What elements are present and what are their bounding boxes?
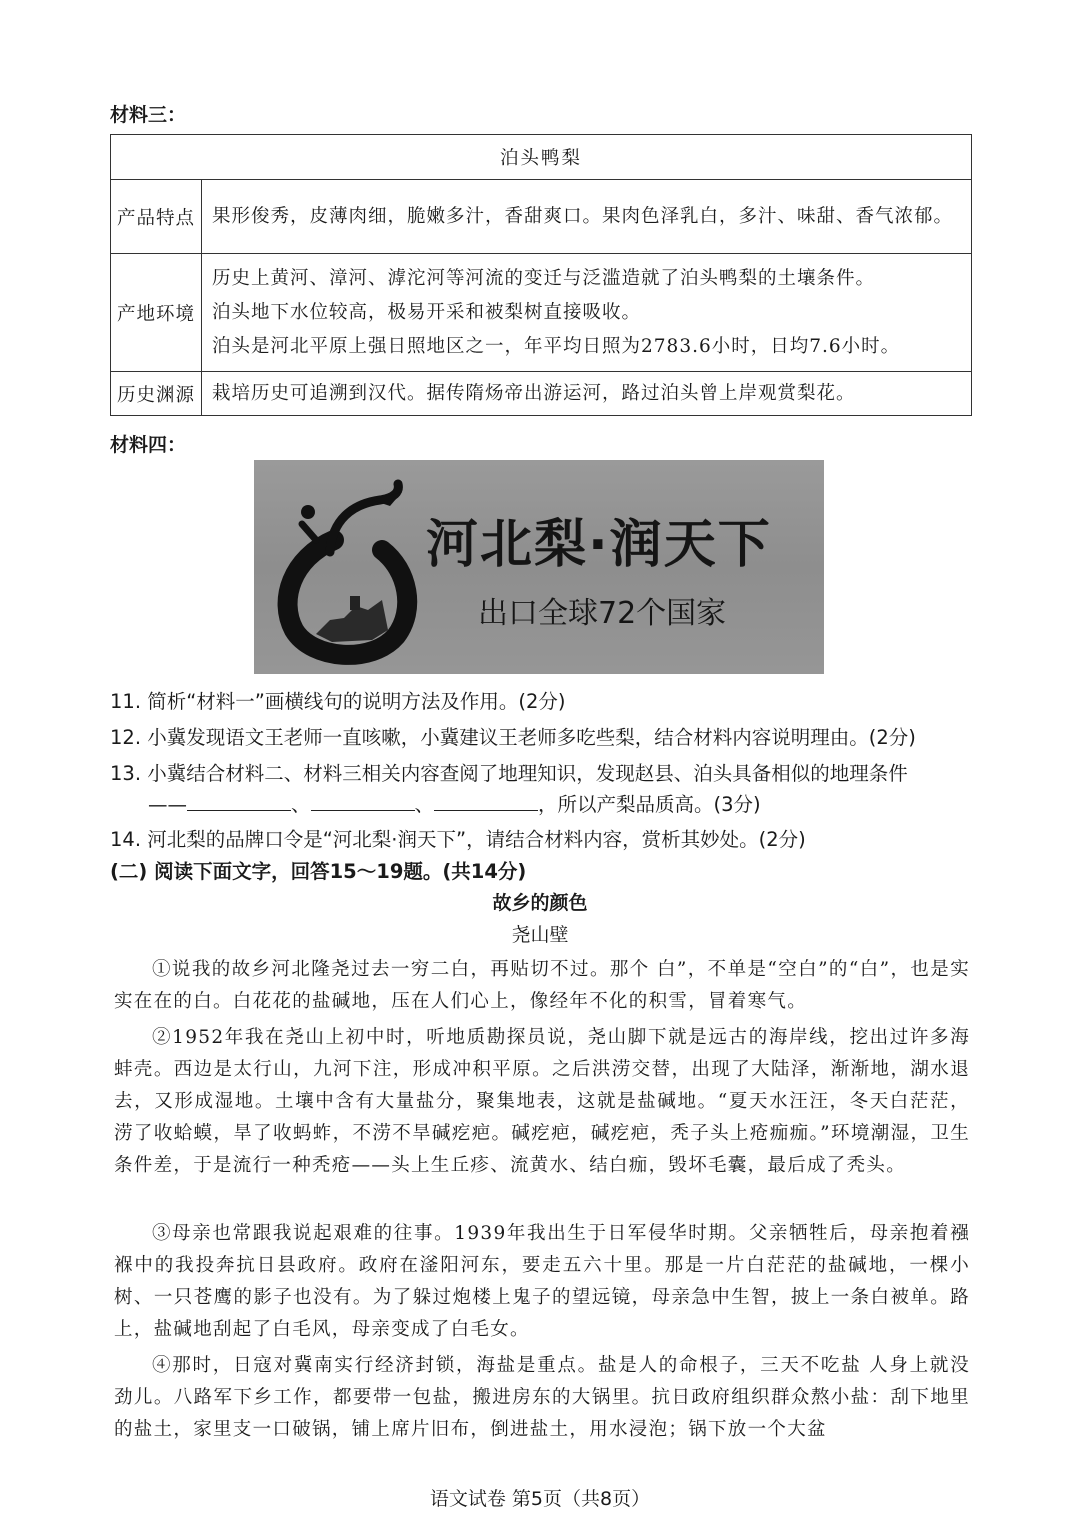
question-12: 12. 小冀发现语文王老师一直咳嗽，小冀建议王老师多吃些梨，结合材料内容说明理由。(2分) <box>110 726 916 749</box>
brand-slogan: 河北梨·润天下 <box>426 515 772 575</box>
row-line: 泊头地下水位较高，极易开采和被梨树直接吸收。 <box>212 301 642 323</box>
q13-end: ，所以产梨品质高。(3分) <box>538 793 761 816</box>
row-line: 历史上黄河、漳河、滹沱河等河流的变迁与泛滥造就了泊头鸭梨的土壤条件。 <box>212 267 876 289</box>
row-line: 果形俊秀，皮薄肉细，脆嫩多汁，香甜爽口。果肉色泽乳白，多汁、味甜、香气浓郁。 <box>212 205 954 227</box>
row-value-environment <box>202 254 972 372</box>
answer-blank-3[interactable] <box>434 792 538 811</box>
question-13-blanks <box>148 789 761 817</box>
q13-sep: 、 <box>414 793 435 816</box>
article-title: 故乡的颜色 <box>492 892 588 914</box>
q13-sep: 、 <box>291 793 311 816</box>
row-value-features <box>202 180 972 254</box>
material4-label: 材料四： <box>110 434 187 456</box>
section-heading: (二) 阅读下面文字，回答15～19题。(共14分) <box>110 860 527 883</box>
table-row <box>111 254 972 372</box>
question-14: 14. 河北梨的品牌口令是“河北梨·润天下”，请结合材料内容，赏析其妙处。(2分) <box>110 828 806 851</box>
question-13: 13. 小冀结合材料二、材料三相关内容查阅了地理知识，发现赵县、泊头具备相似的地理条件 <box>110 762 908 785</box>
row-key-environment: 产地环境 <box>111 254 202 372</box>
paragraph-3: ③母亲也常跟我说起艰难的往事。1939年我出生于日军侵华时期。父亲牺牲后，母亲抱着襁褓中的我投奔抗日县政府。政府在滏阳河东，要走五六十里。那是一片白茫茫的盐碱地，一棵小树、一只苍鹰的影子也没有。为了躲过炮楼上鬼子的望远镜，母亲急中生智，披上一条白被单。路上，盐碱地刮起了白毛风，母亲变成了白毛女。 <box>114 1223 970 1340</box>
table-title: 泊头鸭梨 <box>111 135 972 180</box>
paragraph-4: ④那时，日寇对冀南实行经济封锁，海盐是重点。盐是人的命根子，三天不吃盐 人身上就没劲儿。八路军下乡工作，都要带一包盐，搬进房东的大锅里。抗日政府组织群众熬小盐：刮下地里的盐土，家里支一口破锅，铺上席片旧布，倒进盐土，用水浸泡；锅下放一个大盆 <box>114 1355 970 1440</box>
table-row <box>111 372 972 416</box>
paragraph-1: ①说我的故乡河北隆尧过去一穷二白，再贴切不过。那个 白”，不单是“空白”的“白”，也是实实在在的白。白花花的盐碱地，压在人们心上，像经年不化的积雪，冒着寒气。 <box>114 959 970 1012</box>
row-value-history <box>202 372 972 416</box>
table-header-row <box>111 135 972 180</box>
answer-blank-1[interactable] <box>187 792 291 811</box>
row-line: 泊头是河北平原上强日照地区之一，年平均日照为2783.6小时，日均7.6小时。 <box>212 335 901 357</box>
brand-image <box>254 460 824 674</box>
brand-subtitle: 出口全球72个国家 <box>478 596 727 631</box>
row-key-features: 产品特点 <box>111 180 202 254</box>
pear-info-table <box>110 134 972 416</box>
material3-label: 材料三： <box>110 104 187 126</box>
answer-blank-2[interactable] <box>311 792 415 811</box>
table-row <box>111 180 972 254</box>
row-key-history: 历史渊源 <box>111 372 202 416</box>
article-author: 尧山壁 <box>511 924 569 946</box>
paragraph-2: ②1952年我在尧山上初中时，听地质勘探员说，尧山脚下就是远古的海岸线，挖出过许多海蚌壳。西边是太行山，九河下注，形成冲积平原。之后洪涝交替，出现了大陆泽，渐渐地，湖水退去，又形成湿地。土壤中含有大量盐分，聚集地表，这就是盐碱地。“夏天水汪汪，冬天白茫茫，涝了收蛤蟆，旱了收蚂蚱，不涝不旱碱疙疤。碱疙疤，碱疙疤，秃子头上疮痂痂。”环境潮湿，卫生条件差，于是流行一种秃疮——头上生丘疹、流黄水、结白痂，毁坏毛囊，最后成了秃头。 <box>114 1027 970 1176</box>
page-footer: 语文试卷 第5页（共8页） <box>429 1488 651 1510</box>
question-11: 11. 简析“材料一”画横线句的说明方法及作用。(2分) <box>110 690 566 713</box>
q13-dash: —— <box>148 793 187 816</box>
row-line: 栽培历史可追溯到汉代。据传隋炀帝出游运河，路过泊头曾上岸观赏梨花。 <box>212 382 856 404</box>
pear-logo-icon <box>272 470 422 666</box>
